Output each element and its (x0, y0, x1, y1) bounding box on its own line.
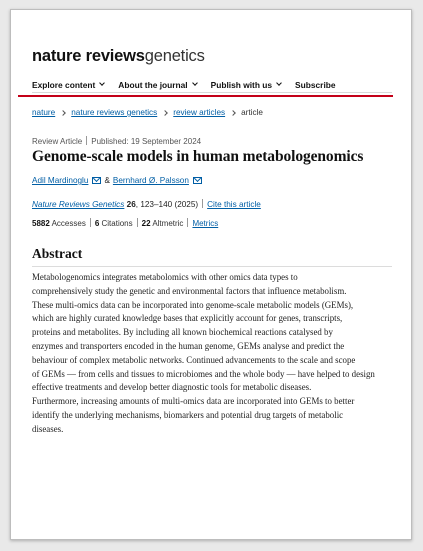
divider (86, 136, 87, 145)
breadcrumb-review-articles[interactable]: review articles (173, 108, 226, 117)
article-type: Review Article (32, 137, 83, 146)
published-date: Published: 19 September 2024 (91, 137, 202, 146)
citation-line (32, 199, 261, 209)
logo-reviews: reviews (85, 47, 145, 65)
cite-this-article-link[interactable]: Cite this article (207, 200, 261, 209)
author-link-2[interactable]: Bernhard Ø. Palsson (112, 176, 189, 185)
abstract-line: diseases. (32, 423, 64, 434)
accesses-count: 5882 (32, 219, 50, 228)
abstract-line: enzymes and transporters encoded in the human genome, GEMs analyse and predict the (32, 340, 345, 351)
journal-logo[interactable] (32, 47, 205, 66)
citations-label: Citations (101, 219, 133, 228)
nav-label: About the journal (118, 79, 188, 90)
divider (187, 218, 188, 227)
chevron-right-icon (162, 110, 168, 116)
nav-publish-with-us[interactable] (211, 80, 281, 90)
author-list (32, 176, 202, 185)
breadcrumb-current: article (241, 108, 263, 117)
nav-about-journal[interactable] (118, 80, 196, 90)
nav-label: Publish with us (210, 79, 273, 90)
author-link-1[interactable]: Adil Mardinoglu (32, 176, 89, 185)
chevron-right-icon (60, 110, 66, 116)
nav-divider (32, 92, 392, 93)
altmetric-count: 22 (141, 219, 151, 228)
email-icon[interactable] (92, 177, 101, 184)
abstract-line: which are highly curated knowledge bases that explicitly account for genes, transcripts, (32, 313, 343, 324)
breadcrumb-nature-reviews-genetics[interactable]: nature reviews genetics (71, 108, 158, 117)
chevron-down-icon (276, 80, 282, 86)
divider (90, 218, 91, 227)
abstract-divider (32, 266, 392, 267)
abstract-line: of GEMs — from cells and tissues to microbiomes and the whole body — have helped to design (32, 368, 375, 379)
abstract-line: Metabologenomics integrates metabolomics with other omics data types to (32, 272, 298, 282)
logo-genetics: genetics (144, 47, 205, 65)
abstract-text (32, 271, 392, 437)
chevron-down-icon (99, 80, 105, 86)
article-meta (32, 136, 201, 146)
nav-explore-content[interactable] (32, 80, 104, 90)
chevron-down-icon (192, 80, 198, 86)
article-title: Genome-scale models in human metabologenomics (32, 148, 364, 165)
abstract-line: effective treatments and develop better diagnostic tools for metabolic diseases. (32, 382, 312, 393)
abstract-line: comprehensively study the genetic and environmental factors that influence metabolism. (32, 285, 347, 296)
nav-subscribe[interactable] (295, 80, 336, 90)
abstract-line: proteins and metabolites. By including all known biochemical reactions catalysed by (32, 327, 333, 338)
citations-count: 6 (94, 219, 100, 228)
abstract-heading: Abstract (32, 246, 83, 261)
divider (202, 199, 203, 208)
email-icon[interactable] (193, 177, 202, 184)
abstract-line: behaviour of complex metabolic networks. Continued advancements to the scale and scope (32, 354, 356, 365)
volume: 26 (126, 200, 136, 209)
abstract-line: These multi-omics data can be incorporated into genome-scale metabolic models (GEMs), (32, 299, 354, 310)
article-metrics (32, 218, 218, 228)
accent-bar (18, 95, 393, 97)
pages: , 123–140 (2025) (135, 200, 199, 209)
breadcrumb (32, 108, 263, 117)
altmetric-label: Altmetric (152, 219, 184, 228)
divider (137, 218, 138, 227)
nav-label: Explore content (32, 79, 96, 90)
metrics-link[interactable]: Metrics (192, 219, 219, 228)
abstract-line: identify the underlying mechanisms, biomarkers and potential drug targets of metabolic (32, 409, 344, 420)
breadcrumb-nature[interactable]: nature (32, 108, 56, 117)
article-page (10, 9, 412, 540)
journal-link[interactable]: Nature Reviews Genetics (32, 200, 125, 209)
chevron-right-icon (230, 110, 236, 116)
accesses-label: Accesses (51, 219, 86, 228)
nav-label: Subscribe (295, 79, 336, 90)
abstract-line: Furthermore, increasing amounts of multi-omics data are incorporated into GEMs to better (32, 396, 355, 407)
author-separator: & (104, 176, 110, 185)
logo-nature: nature (32, 47, 82, 65)
